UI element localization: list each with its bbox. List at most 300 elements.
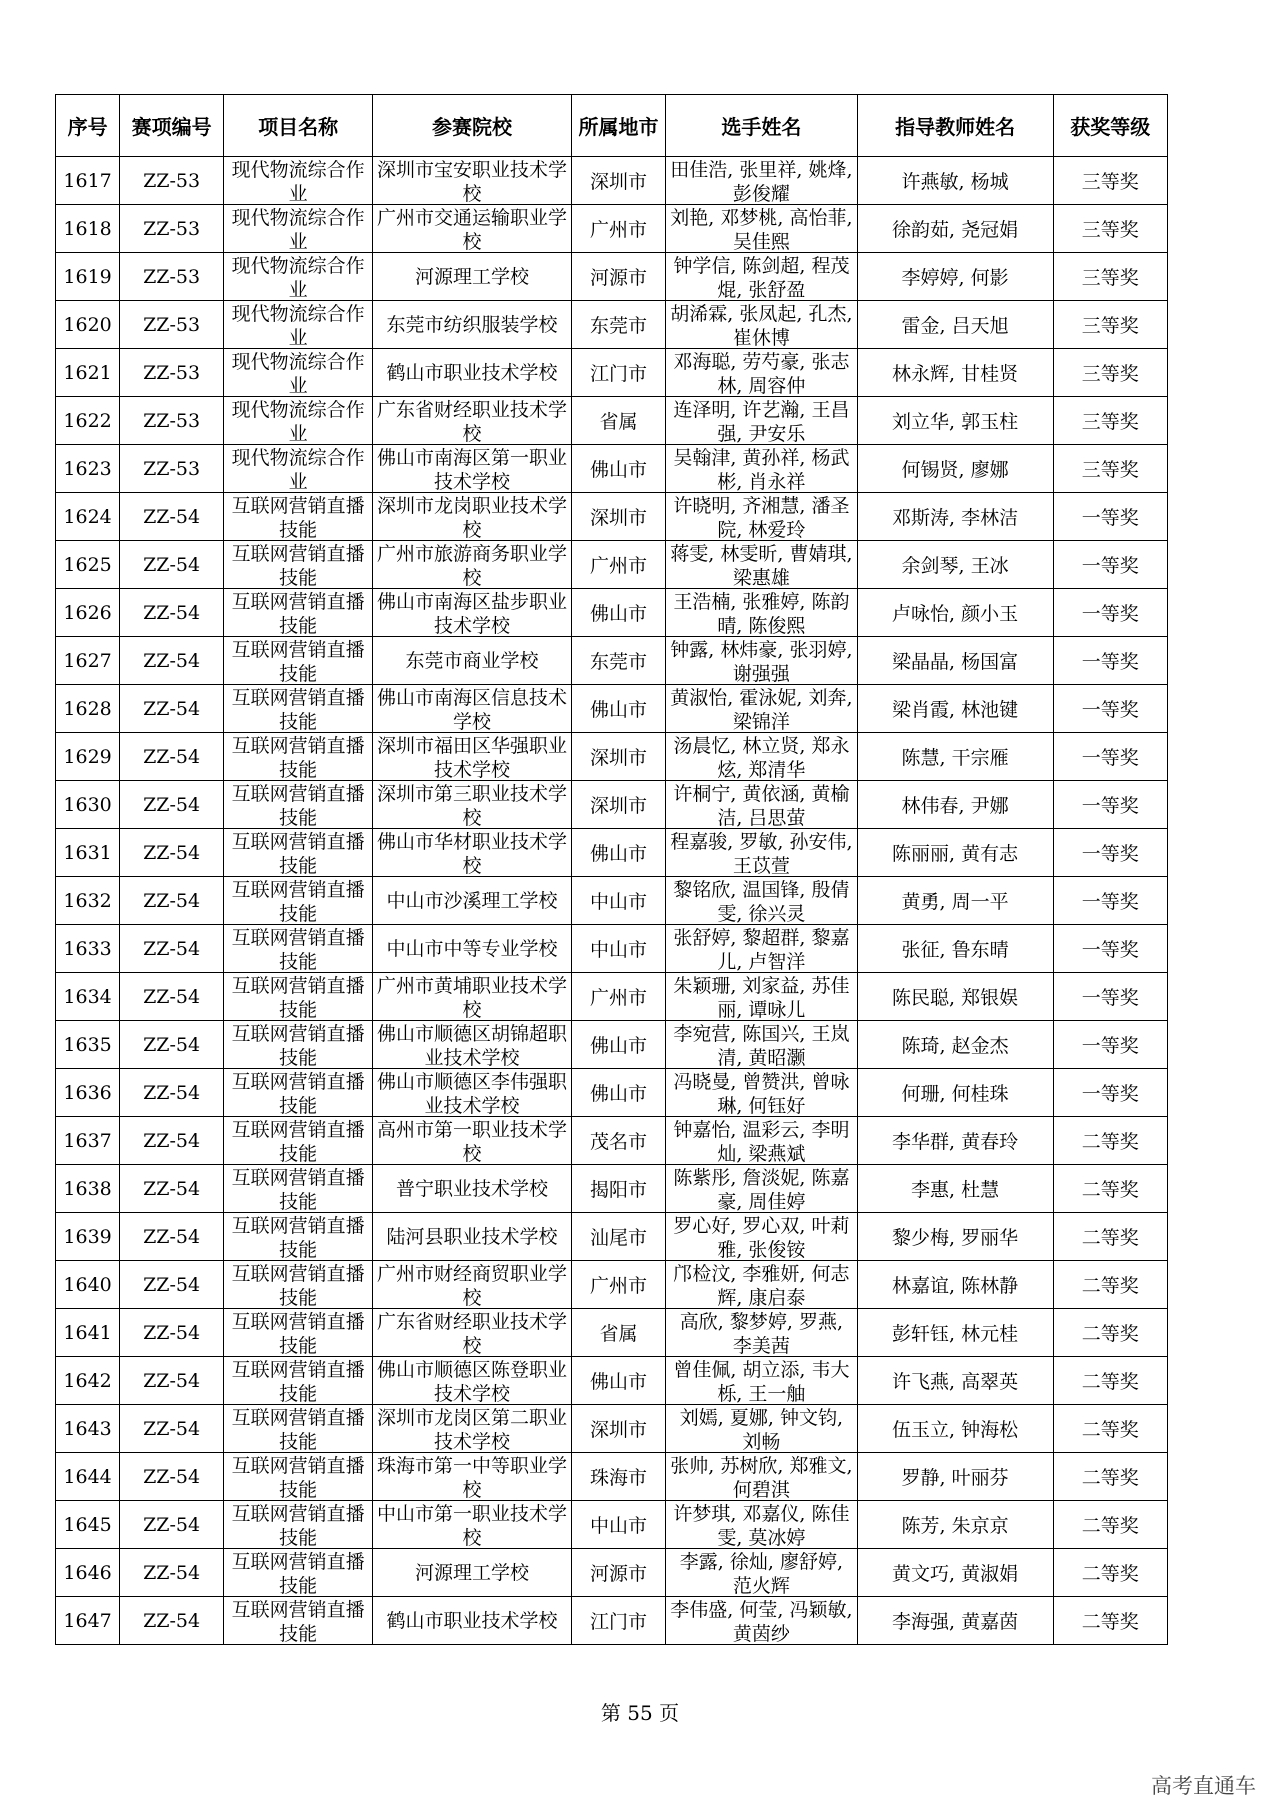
award-cell: 二等奖 xyxy=(1053,1549,1167,1597)
city-cell: 深圳市 xyxy=(571,1405,666,1453)
header-cell-school: 参赛院校 xyxy=(373,95,571,157)
table-row xyxy=(56,541,1168,589)
award-cell: 三等奖 xyxy=(1053,157,1167,205)
index-cell: 1623 xyxy=(56,445,120,493)
table-row xyxy=(56,1021,1168,1069)
award-cell: 一等奖 xyxy=(1053,589,1167,637)
event-code-cell: ZZ-54 xyxy=(120,781,224,829)
contestants-cell-text: 程嘉骏, 罗敏, 孙安伟, 王苡萱 xyxy=(670,830,853,876)
school-cell-text: 广州市交通运输职业学校 xyxy=(377,206,568,252)
award-cell: 一等奖 xyxy=(1053,925,1167,973)
instructors-cell: 许燕敏, 杨城 xyxy=(857,157,1053,205)
table-row xyxy=(56,301,1168,349)
project-cell-text: 互联网营销直播技能 xyxy=(231,686,365,732)
event-code-cell: ZZ-53 xyxy=(120,397,224,445)
project-cell xyxy=(224,445,373,493)
award-cell: 三等奖 xyxy=(1053,397,1167,445)
event-code-cell: ZZ-54 xyxy=(120,1309,224,1357)
contestants-cell xyxy=(666,781,857,829)
instructors-cell: 何锡贤, 廖娜 xyxy=(857,445,1053,493)
project-cell xyxy=(224,589,373,637)
header-cell-index: 序号 xyxy=(56,95,120,157)
project-cell-text: 互联网营销直播技能 xyxy=(231,830,365,876)
instructors-cell: 李惠, 杜慧 xyxy=(857,1165,1053,1213)
award-cell: 二等奖 xyxy=(1053,1213,1167,1261)
project-cell xyxy=(224,1405,373,1453)
city-cell: 深圳市 xyxy=(571,781,666,829)
project-cell xyxy=(224,493,373,541)
instructors-cell: 彭轩钰, 林元桂 xyxy=(857,1309,1053,1357)
index-cell: 1618 xyxy=(56,205,120,253)
event-code-cell: ZZ-54 xyxy=(120,925,224,973)
instructors-cell: 梁肖霞, 林池键 xyxy=(857,685,1053,733)
school-cell-text: 中山市第一职业技术学校 xyxy=(377,1502,568,1548)
contestants-cell-text: 田佳浩, 张里祥, 姚烽, 彭俊耀 xyxy=(670,158,853,204)
index-cell: 1629 xyxy=(56,733,120,781)
school-cell xyxy=(373,349,571,397)
school-cell-text: 佛山市顺德区陈登职业技术学校 xyxy=(377,1358,568,1404)
index-cell: 1647 xyxy=(56,1597,120,1645)
contestants-cell-text: 吴翰津, 黄孙祥, 杨武彬, 肖永祥 xyxy=(673,446,850,492)
event-code-cell: ZZ-54 xyxy=(120,1597,224,1645)
contestants-cell-text: 连泽明, 许艺瀚, 王昌强, 尹安乐 xyxy=(673,398,850,444)
instructors-cell: 卢咏怡, 颜小玉 xyxy=(857,589,1053,637)
index-cell: 1626 xyxy=(56,589,120,637)
event-code-cell: ZZ-54 xyxy=(120,685,224,733)
instructors-cell: 伍玉立, 钟海松 xyxy=(857,1405,1053,1453)
project-cell xyxy=(224,1069,373,1117)
school-cell xyxy=(373,589,571,637)
project-cell xyxy=(224,1309,373,1357)
city-cell: 佛山市 xyxy=(571,685,666,733)
contestants-cell xyxy=(666,1165,857,1213)
contestants-cell xyxy=(666,1117,857,1165)
event-code-cell: ZZ-54 xyxy=(120,541,224,589)
school-cell-text: 佛山市顺德区胡锦超职业技术学校 xyxy=(377,1022,568,1068)
award-cell: 一等奖 xyxy=(1053,541,1167,589)
contestants-cell-text: 邝检汶, 李雅妍, 何志辉, 康启泰 xyxy=(673,1262,850,1308)
project-cell xyxy=(224,733,373,781)
table-row xyxy=(56,685,1168,733)
school-cell xyxy=(373,1069,571,1117)
school-cell xyxy=(373,157,571,205)
table-row xyxy=(56,1309,1168,1357)
watermark: 高考直通车 xyxy=(1151,1774,1256,1798)
school-cell xyxy=(373,973,571,1021)
city-cell: 省属 xyxy=(571,397,666,445)
header-row xyxy=(56,95,1168,157)
award-cell: 二等奖 xyxy=(1053,1501,1167,1549)
contestants-cell xyxy=(666,733,857,781)
school-cell xyxy=(373,781,571,829)
school-cell-text: 东莞市商业学校 xyxy=(405,649,539,672)
city-cell: 省属 xyxy=(571,1309,666,1357)
event-code-cell: ZZ-54 xyxy=(120,589,224,637)
school-cell-text: 深圳市龙岗区第二职业技术学校 xyxy=(377,1406,568,1452)
index-cell: 1627 xyxy=(56,637,120,685)
project-cell-text: 互联网营销直播技能 xyxy=(231,1406,365,1452)
table-row xyxy=(56,1405,1168,1453)
contestants-cell xyxy=(666,301,857,349)
index-cell: 1617 xyxy=(56,157,120,205)
project-cell xyxy=(224,925,373,973)
instructors-cell: 邓斯涛, 李林洁 xyxy=(857,493,1053,541)
school-cell-text: 珠海市第一中等职业学校 xyxy=(377,1454,568,1500)
city-cell: 珠海市 xyxy=(571,1453,666,1501)
table-row xyxy=(56,781,1168,829)
city-cell: 广州市 xyxy=(571,541,666,589)
contestants-cell-text: 罗心好, 罗心双, 叶莉雅, 张俊铵 xyxy=(673,1214,850,1260)
contestants-cell-text: 钟嘉怡, 温彩云, 李明灿, 梁燕斌 xyxy=(673,1118,850,1164)
index-cell: 1645 xyxy=(56,1501,120,1549)
event-code-cell: ZZ-54 xyxy=(120,733,224,781)
table-row xyxy=(56,1597,1168,1645)
school-cell xyxy=(373,1501,571,1549)
city-cell: 佛山市 xyxy=(571,445,666,493)
city-cell: 揭阳市 xyxy=(571,1165,666,1213)
award-cell: 一等奖 xyxy=(1053,781,1167,829)
instructors-cell: 徐韵茹, 尧冠娟 xyxy=(857,205,1053,253)
awards-table xyxy=(55,94,1168,1645)
city-cell: 佛山市 xyxy=(571,1357,666,1405)
project-cell-text: 现代物流综合作业 xyxy=(231,206,365,252)
instructors-cell: 雷金, 吕天旭 xyxy=(857,301,1053,349)
instructors-cell: 林嘉谊, 陈林静 xyxy=(857,1261,1053,1309)
contestants-cell xyxy=(666,925,857,973)
contestants-cell xyxy=(666,1069,857,1117)
award-cell: 一等奖 xyxy=(1053,973,1167,1021)
index-cell: 1639 xyxy=(56,1213,120,1261)
index-cell: 1630 xyxy=(56,781,120,829)
contestants-cell xyxy=(666,493,857,541)
instructors-cell: 林永辉, 甘桂贤 xyxy=(857,349,1053,397)
city-cell: 河源市 xyxy=(571,253,666,301)
city-cell: 东莞市 xyxy=(571,637,666,685)
index-cell: 1635 xyxy=(56,1021,120,1069)
table-row xyxy=(56,637,1168,685)
school-cell xyxy=(373,253,571,301)
city-cell: 中山市 xyxy=(571,1501,666,1549)
contestants-cell xyxy=(666,205,857,253)
city-cell: 中山市 xyxy=(571,925,666,973)
event-code-cell: ZZ-54 xyxy=(120,1357,224,1405)
event-code-cell: ZZ-53 xyxy=(120,157,224,205)
instructors-cell: 梁晶晶, 杨国富 xyxy=(857,637,1053,685)
school-cell-text: 普宁职业技术学校 xyxy=(396,1177,549,1200)
school-cell xyxy=(373,301,571,349)
school-cell-text: 陆河县职业技术学校 xyxy=(386,1225,558,1248)
award-cell: 二等奖 xyxy=(1053,1453,1167,1501)
header-cell-city: 所属地市 xyxy=(571,95,666,157)
index-cell: 1637 xyxy=(56,1117,120,1165)
event-code-cell: ZZ-53 xyxy=(120,205,224,253)
contestants-cell-text: 刘艳, 邓梦桃, 高怡菲, 吴佳熙 xyxy=(670,206,853,252)
project-cell xyxy=(224,1501,373,1549)
index-cell: 1622 xyxy=(56,397,120,445)
contestants-cell-text: 黄淑怡, 霍泳妮, 刘奔, 梁锦洋 xyxy=(670,686,853,732)
school-cell xyxy=(373,685,571,733)
index-cell: 1632 xyxy=(56,877,120,925)
school-cell xyxy=(373,1165,571,1213)
project-cell xyxy=(224,205,373,253)
table-row xyxy=(56,1261,1168,1309)
event-code-cell: ZZ-54 xyxy=(120,1069,224,1117)
project-cell xyxy=(224,1165,373,1213)
event-code-cell: ZZ-54 xyxy=(120,877,224,925)
project-cell xyxy=(224,877,373,925)
school-cell-text: 深圳市龙岗职业技术学校 xyxy=(377,494,568,540)
contestants-cell-text: 李露, 徐灿, 廖舒婷, 范火辉 xyxy=(679,1550,843,1596)
award-cell: 二等奖 xyxy=(1053,1357,1167,1405)
award-cell: 一等奖 xyxy=(1053,1021,1167,1069)
event-code-cell: ZZ-54 xyxy=(120,637,224,685)
contestants-cell xyxy=(666,445,857,493)
school-cell-text: 高州市第一职业技术学校 xyxy=(377,1118,568,1164)
school-cell xyxy=(373,829,571,877)
instructors-cell: 李海强, 黄嘉茵 xyxy=(857,1597,1053,1645)
index-cell: 1640 xyxy=(56,1261,120,1309)
instructors-cell: 余剑琴, 王冰 xyxy=(857,541,1053,589)
header-cell-event-code: 赛项编号 xyxy=(120,95,224,157)
contestants-cell-text: 张舒婷, 黎超群, 黎嘉儿, 卢智洋 xyxy=(673,926,850,972)
school-cell xyxy=(373,1213,571,1261)
city-cell: 佛山市 xyxy=(571,829,666,877)
project-cell-text: 互联网营销直播技能 xyxy=(231,1262,365,1308)
event-code-cell: ZZ-54 xyxy=(120,1117,224,1165)
school-cell xyxy=(373,493,571,541)
table-row xyxy=(56,973,1168,1021)
award-cell: 一等奖 xyxy=(1053,733,1167,781)
school-cell xyxy=(373,205,571,253)
contestants-cell xyxy=(666,1549,857,1597)
project-cell xyxy=(224,1549,373,1597)
project-cell-text: 现代物流综合作业 xyxy=(231,446,365,492)
table-row xyxy=(56,1165,1168,1213)
city-cell: 深圳市 xyxy=(571,493,666,541)
header-cell-award: 获奖等级 xyxy=(1053,95,1167,157)
index-cell: 1628 xyxy=(56,685,120,733)
event-code-cell: ZZ-54 xyxy=(120,829,224,877)
event-code-cell: ZZ-53 xyxy=(120,301,224,349)
project-cell-text: 互联网营销直播技能 xyxy=(231,1502,365,1548)
school-cell xyxy=(373,877,571,925)
contestants-cell xyxy=(666,1453,857,1501)
school-cell-text: 广州市旅游商务职业学校 xyxy=(377,542,568,588)
index-cell: 1631 xyxy=(56,829,120,877)
table-row xyxy=(56,445,1168,493)
project-cell-text: 互联网营销直播技能 xyxy=(231,1070,365,1116)
school-cell-text: 佛山市南海区信息技术学校 xyxy=(377,686,568,732)
project-cell-text: 互联网营销直播技能 xyxy=(231,1454,365,1500)
school-cell xyxy=(373,1549,571,1597)
project-cell-text: 现代物流综合作业 xyxy=(231,398,365,444)
page-number: 第 55 页 xyxy=(600,1701,680,1725)
instructors-cell: 林伟春, 尹娜 xyxy=(857,781,1053,829)
project-cell-text: 互联网营销直播技能 xyxy=(231,1118,365,1164)
city-cell: 广州市 xyxy=(571,973,666,1021)
city-cell: 东莞市 xyxy=(571,301,666,349)
contestants-cell-text: 邓海聪, 劳芍豪, 张志林, 周容仲 xyxy=(673,350,850,396)
table-row xyxy=(56,1501,1168,1549)
award-cell: 二等奖 xyxy=(1053,1261,1167,1309)
instructors-cell: 陈琦, 赵金杰 xyxy=(857,1021,1053,1069)
index-cell: 1624 xyxy=(56,493,120,541)
project-cell xyxy=(224,349,373,397)
header-cell-project: 项目名称 xyxy=(224,95,373,157)
project-cell-text: 互联网营销直播技能 xyxy=(231,1598,365,1644)
contestants-cell-text: 李宛营, 陈国兴, 王岚清, 黄昭灏 xyxy=(673,1022,850,1068)
school-cell xyxy=(373,541,571,589)
city-cell: 中山市 xyxy=(571,877,666,925)
contestants-cell-text: 冯晓曼, 曾赞洪, 曾咏琳, 何钰好 xyxy=(673,1070,850,1116)
contestants-cell xyxy=(666,877,857,925)
contestants-cell xyxy=(666,1501,857,1549)
city-cell: 茂名市 xyxy=(571,1117,666,1165)
project-cell-text: 互联网营销直播技能 xyxy=(231,590,365,636)
table-row xyxy=(56,589,1168,637)
contestants-cell xyxy=(666,973,857,1021)
award-cell: 二等奖 xyxy=(1053,1597,1167,1645)
project-cell-text: 互联网营销直播技能 xyxy=(231,926,365,972)
contestants-cell xyxy=(666,397,857,445)
project-cell-text: 互联网营销直播技能 xyxy=(231,542,365,588)
contestants-cell-text: 许梦琪, 邓嘉仪, 陈佳雯, 莫冰婷 xyxy=(673,1502,850,1548)
contestants-cell-text: 王浩楠, 张雅婷, 陈韵晴, 陈俊熙 xyxy=(673,590,850,636)
city-cell: 江门市 xyxy=(571,1597,666,1645)
school-cell xyxy=(373,1309,571,1357)
school-cell-text: 广东省财经职业技术学校 xyxy=(377,1310,568,1356)
city-cell: 河源市 xyxy=(571,1549,666,1597)
project-cell xyxy=(224,829,373,877)
school-cell-text: 鹤山市职业技术学校 xyxy=(386,361,558,384)
project-cell xyxy=(224,157,373,205)
school-cell-text: 深圳市第三职业技术学校 xyxy=(377,782,568,828)
project-cell xyxy=(224,397,373,445)
contestants-cell xyxy=(666,1309,857,1357)
table-row xyxy=(56,157,1168,205)
award-cell: 一等奖 xyxy=(1053,877,1167,925)
event-code-cell: ZZ-54 xyxy=(120,1501,224,1549)
contestants-cell-text: 张帅, 苏树欣, 郑雅文, 何碧淇 xyxy=(670,1454,853,1500)
event-code-cell: ZZ-53 xyxy=(120,349,224,397)
instructors-cell: 陈慧, 干宗雁 xyxy=(857,733,1053,781)
project-cell-text: 互联网营销直播技能 xyxy=(231,1166,365,1212)
instructors-cell: 刘立华, 郭玉柱 xyxy=(857,397,1053,445)
school-cell-text: 佛山市华材职业技术学校 xyxy=(377,830,568,876)
project-cell-text: 互联网营销直播技能 xyxy=(231,878,365,924)
index-cell: 1621 xyxy=(56,349,120,397)
event-code-cell: ZZ-53 xyxy=(120,445,224,493)
contestants-cell-text: 钟露, 林炜豪, 张羽婷, 谢强强 xyxy=(670,638,853,684)
contestants-cell-text: 黎铭欣, 温国锋, 殷倩雯, 徐兴灵 xyxy=(673,878,850,924)
event-code-cell: ZZ-54 xyxy=(120,1405,224,1453)
contestants-cell-text: 高欣, 黎梦婷, 罗燕, 李美茜 xyxy=(679,1310,843,1356)
award-cell: 二等奖 xyxy=(1053,1405,1167,1453)
project-cell-text: 互联网营销直播技能 xyxy=(231,1358,365,1404)
project-cell xyxy=(224,1453,373,1501)
contestants-cell-text: 汤晨忆, 林立贤, 郑永炫, 郑清华 xyxy=(673,734,850,780)
index-cell: 1643 xyxy=(56,1405,120,1453)
award-cell: 一等奖 xyxy=(1053,1069,1167,1117)
award-cell: 二等奖 xyxy=(1053,1165,1167,1213)
contestants-cell-text: 许桐宁, 黄依涵, 黄榆洁, 吕思萤 xyxy=(673,782,850,828)
event-code-cell: ZZ-54 xyxy=(120,1213,224,1261)
project-cell-text: 现代物流综合作业 xyxy=(231,158,365,204)
school-cell-text: 佛山市顺德区李伟强职业技术学校 xyxy=(377,1070,568,1116)
project-cell xyxy=(224,301,373,349)
instructors-cell: 陈丽丽, 黄有志 xyxy=(857,829,1053,877)
project-cell xyxy=(224,781,373,829)
city-cell: 广州市 xyxy=(571,1261,666,1309)
instructors-cell: 黄勇, 周一平 xyxy=(857,877,1053,925)
event-code-cell: ZZ-54 xyxy=(120,973,224,1021)
index-cell: 1644 xyxy=(56,1453,120,1501)
award-cell: 一等奖 xyxy=(1053,685,1167,733)
contestants-cell xyxy=(666,1213,857,1261)
table-row xyxy=(56,829,1168,877)
index-cell: 1641 xyxy=(56,1309,120,1357)
city-cell: 深圳市 xyxy=(571,157,666,205)
city-cell: 汕尾市 xyxy=(571,1213,666,1261)
instructors-cell: 李婷婷, 何影 xyxy=(857,253,1053,301)
contestants-cell-text: 胡浠霖, 张凤起, 孔杰, 崔休博 xyxy=(670,302,853,348)
table-row xyxy=(56,493,1168,541)
index-cell: 1625 xyxy=(56,541,120,589)
table-row xyxy=(56,205,1168,253)
project-cell-text: 现代物流综合作业 xyxy=(231,350,365,396)
table-row xyxy=(56,733,1168,781)
table-row xyxy=(56,253,1168,301)
school-cell-text: 中山市中等专业学校 xyxy=(386,937,558,960)
school-cell-text: 东莞市纺织服装学校 xyxy=(386,313,558,336)
contestants-cell xyxy=(666,541,857,589)
project-cell xyxy=(224,1213,373,1261)
table-row xyxy=(56,1549,1168,1597)
project-cell-text: 互联网营销直播技能 xyxy=(231,734,365,780)
index-cell: 1619 xyxy=(56,253,120,301)
instructors-cell: 李华群, 黄春玲 xyxy=(857,1117,1053,1165)
school-cell-text: 佛山市南海区盐步职业技术学校 xyxy=(377,590,568,636)
school-cell-text: 中山市沙溪理工学校 xyxy=(386,889,558,912)
header-cell-contestants: 选手姓名 xyxy=(666,95,857,157)
contestants-cell-text: 钟学信, 陈剑超, 程茂焜, 张舒盈 xyxy=(673,254,850,300)
award-cell: 三等奖 xyxy=(1053,445,1167,493)
project-cell-text: 互联网营销直播技能 xyxy=(231,782,365,828)
contestants-cell xyxy=(666,1261,857,1309)
award-cell: 二等奖 xyxy=(1053,1309,1167,1357)
project-cell xyxy=(224,973,373,1021)
event-code-cell: ZZ-54 xyxy=(120,1021,224,1069)
project-cell-text: 现代物流综合作业 xyxy=(231,302,365,348)
event-code-cell: ZZ-54 xyxy=(120,1165,224,1213)
index-cell: 1634 xyxy=(56,973,120,1021)
contestants-cell-text: 李伟盛, 何莹, 冯颖敏, 黄茵纱 xyxy=(670,1598,853,1644)
contestants-cell-text: 曾佳佩, 胡立添, 韦大栎, 王一舳 xyxy=(673,1358,850,1404)
table-row xyxy=(56,349,1168,397)
project-cell xyxy=(224,637,373,685)
city-cell: 佛山市 xyxy=(571,1021,666,1069)
school-cell-text: 广东省财经职业技术学校 xyxy=(377,398,568,444)
school-cell-text: 河源理工学校 xyxy=(415,1561,530,1584)
contestants-cell xyxy=(666,1021,857,1069)
school-cell-text: 深圳市宝安职业技术学校 xyxy=(377,158,568,204)
index-cell: 1638 xyxy=(56,1165,120,1213)
table-row xyxy=(56,1213,1168,1261)
instructors-cell: 陈民聪, 郑银娱 xyxy=(857,973,1053,1021)
contestants-cell-text: 朱颖珊, 刘家益, 苏佳丽, 谭咏儿 xyxy=(673,974,850,1020)
award-cell: 三等奖 xyxy=(1053,205,1167,253)
award-cell: 三等奖 xyxy=(1053,349,1167,397)
